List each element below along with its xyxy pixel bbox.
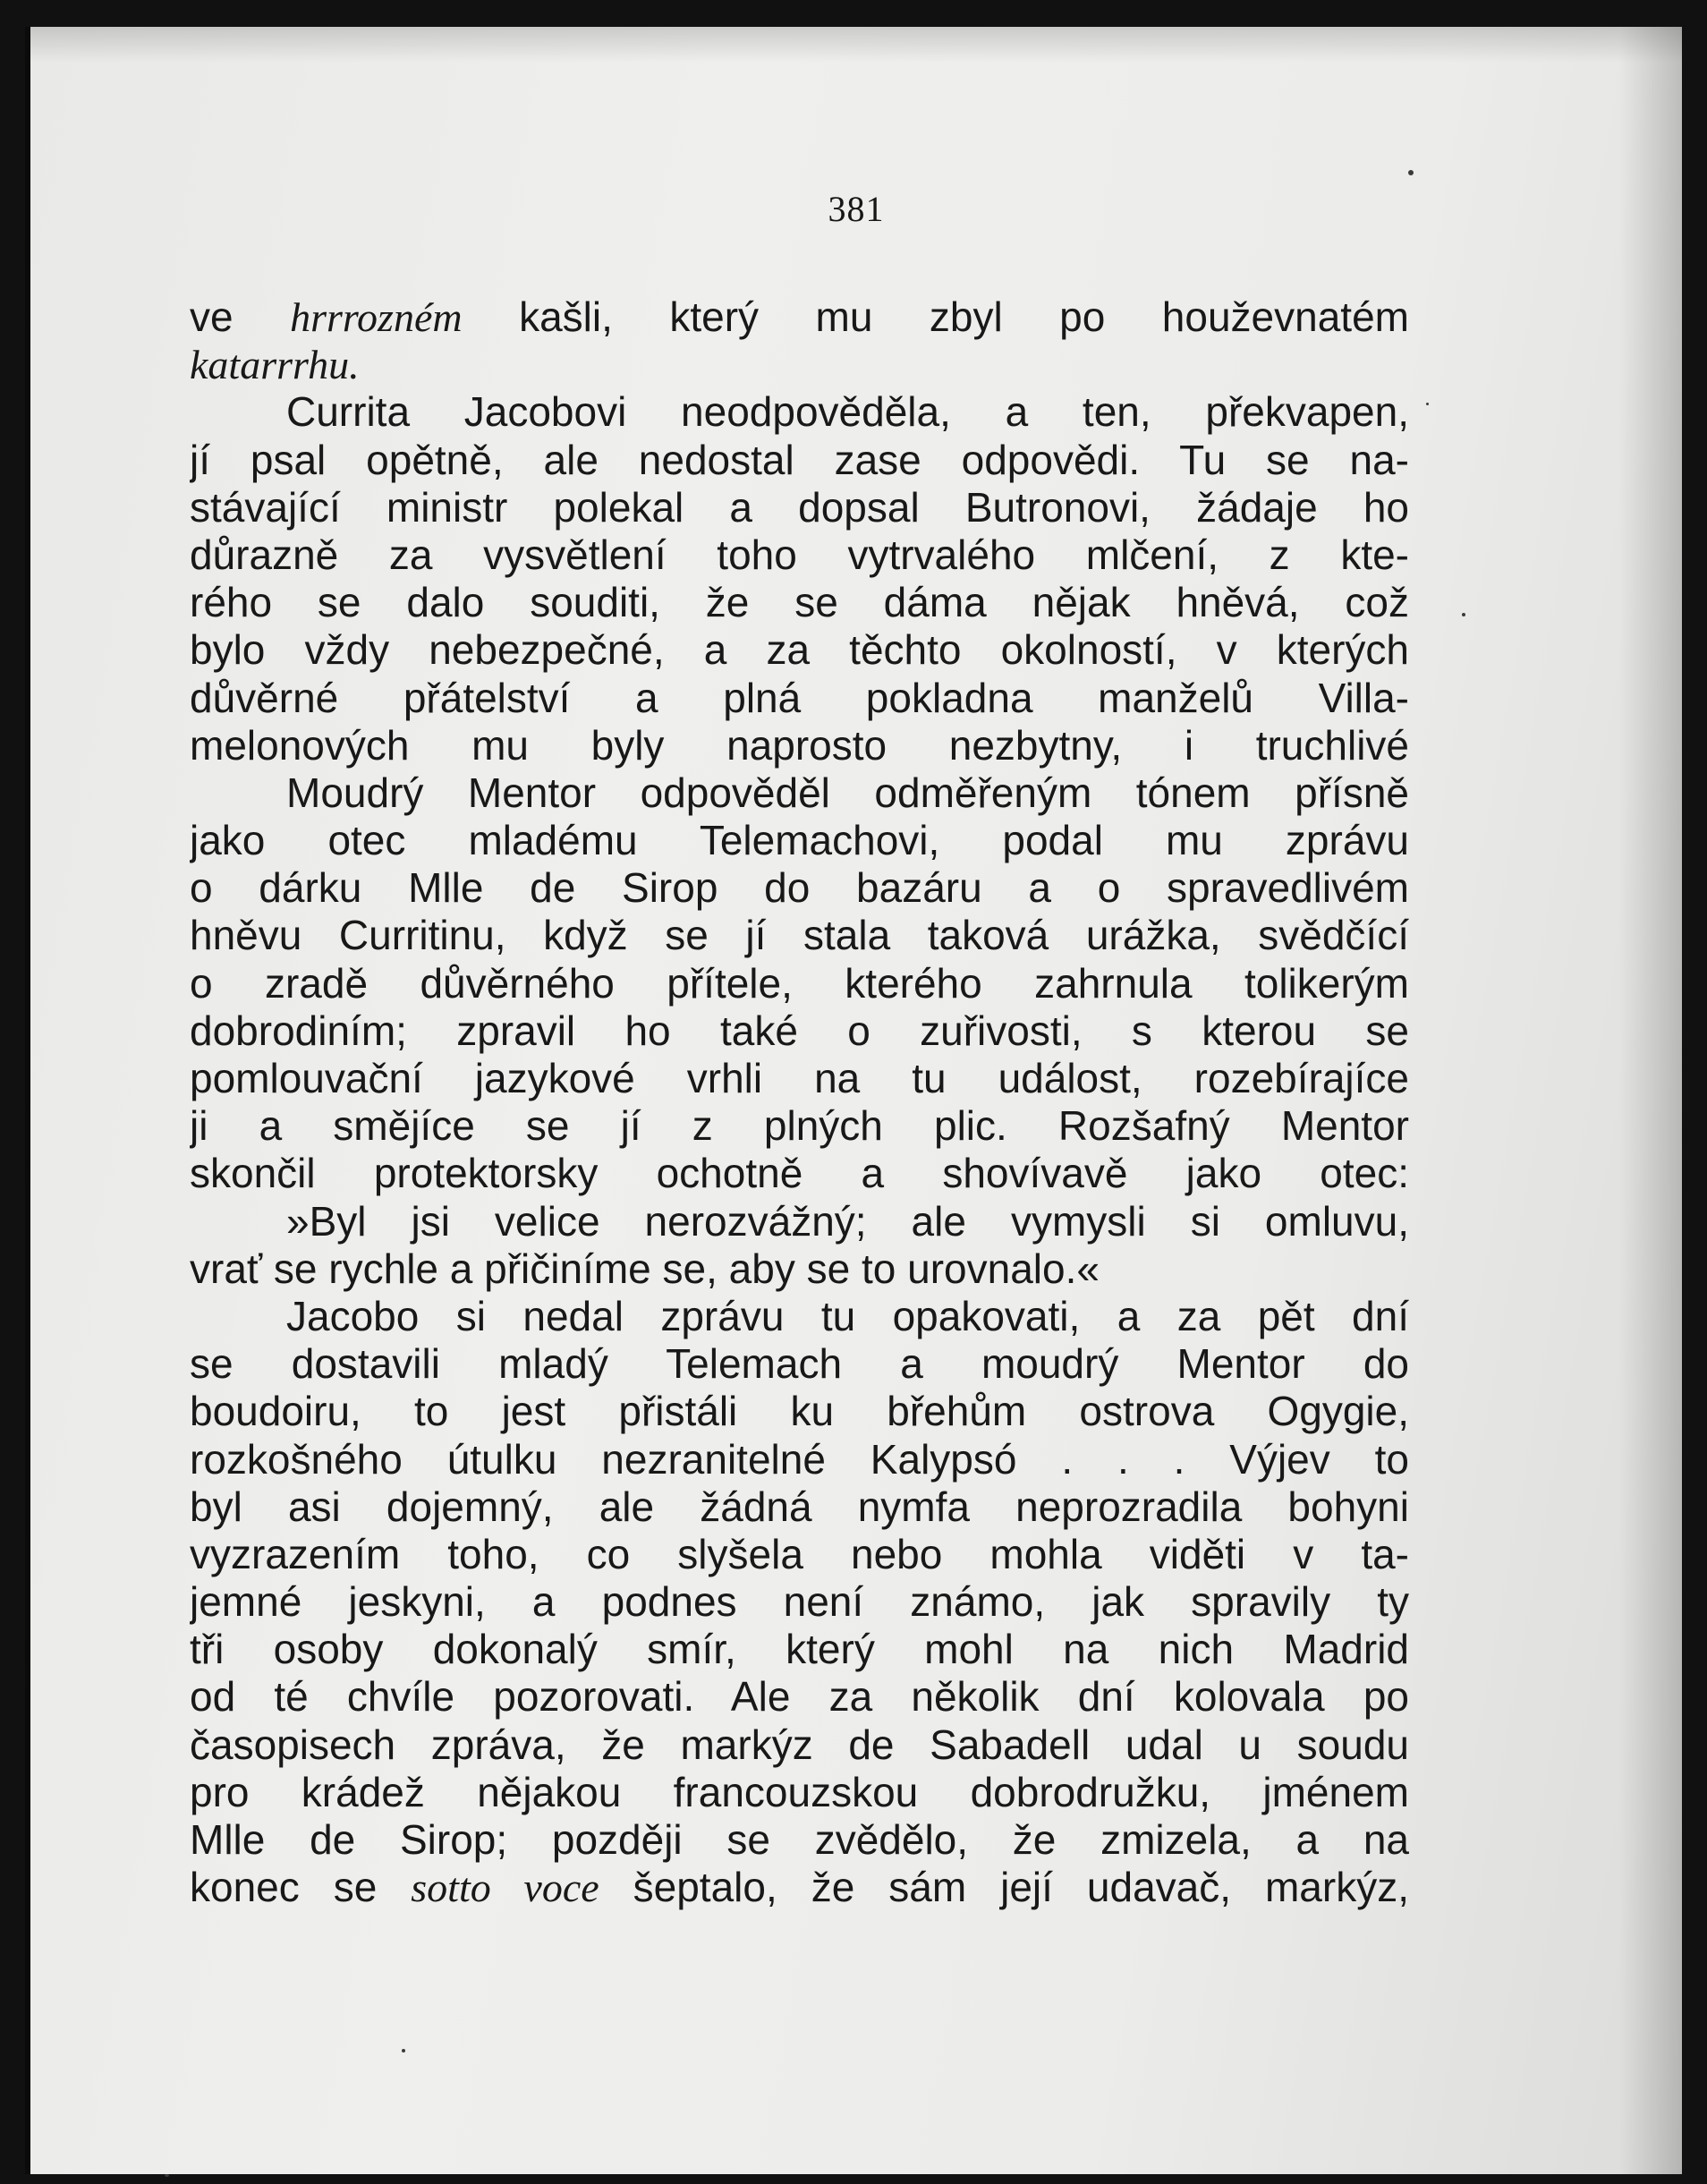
- text-run: o dárku Mlle de Sirop do bazáru a o spravedlivém: [190, 864, 1409, 912]
- italic-phrase: hrrrozném: [290, 294, 463, 340]
- text-run: skončil protektorsky ochotně a shovívavě jako otec:: [190, 1150, 1409, 1197]
- text-run: tři osoby dokonalý smír, který mohl na nich Madrid: [190, 1626, 1409, 1673]
- text-line: [190, 626, 1409, 674]
- text-line: [190, 293, 1409, 341]
- text-run: ji a smějíce se jí z plných plic. Rozšafný Mentor: [190, 1102, 1409, 1150]
- print-speck: [1408, 170, 1414, 175]
- text-line: [190, 437, 1409, 484]
- text-line: [190, 722, 1409, 769]
- text-run: boudoiru, to jest přistáli ku břehům ostrova Ogygie,: [190, 1388, 1409, 1435]
- text-line: [190, 1721, 1409, 1769]
- text-run: konec se: [190, 1864, 412, 1911]
- text-run: rozkošného útulku nezranitelné Kalypsó . . . Výjev to: [190, 1435, 1409, 1483]
- text-line: [190, 1055, 1409, 1102]
- text-run: melonových mu byly naprosto nezbytny, i truchlivé: [190, 721, 1409, 769]
- text-run: se dostavili mladý Telemach a moudrý Mentor do: [190, 1340, 1409, 1388]
- text-line: [190, 1007, 1409, 1055]
- text-line: [190, 484, 1409, 531]
- text-run: jemné jeskyni, a podnes není známo, jak spravily ty: [190, 1578, 1409, 1626]
- text-run: pro krádež nějakou francouzskou dobrodružku, jménem: [190, 1768, 1409, 1815]
- text-run: důvěrné přátelství a plná pokladna manželů Villa-: [190, 674, 1409, 721]
- text-run: Currita Jacobovi neodpověděla, a ten, překvapen,: [286, 388, 1409, 436]
- text-run: ve: [190, 293, 291, 340]
- text-line: [190, 960, 1409, 1007]
- text-run: Moudrý Mentor odpověděl odměřeným tónem přísně: [286, 769, 1409, 816]
- print-speck: [165, 2174, 169, 2177]
- text-line: [190, 341, 1409, 388]
- text-line: [190, 1388, 1409, 1435]
- text-line: [190, 1864, 1409, 1911]
- text-line: [190, 864, 1409, 912]
- text-line: [190, 1578, 1409, 1626]
- text-line: [190, 1245, 1409, 1293]
- text-line: [190, 1293, 1409, 1340]
- text-run: »Byl jsi velice nerozvážný; ale vymysli si omluvu,: [286, 1197, 1409, 1245]
- text-line: [190, 1340, 1409, 1388]
- text-run: o zradě důvěrného přítele, kterého zahrnula tolikerým: [190, 959, 1409, 1007]
- text-line: [190, 769, 1409, 817]
- text-run: vyzrazením toho, co slyšela nebo mohla viděti v ta-: [190, 1530, 1409, 1577]
- text-run: od té chvíle pozorovati. Ale za několik dní kolovala po: [190, 1673, 1409, 1721]
- text-run: Mlle de Sirop; později se zvědělo, že zmizela, a na: [190, 1816, 1409, 1863]
- text-run: kašli, který mu zbyl po houževnatém: [462, 293, 1409, 340]
- italic-phrase: katarrrhu.: [190, 342, 360, 388]
- text-line: [190, 531, 1409, 579]
- text-run: dobrodiním; zpravil ho také o zuřivosti, s kterou se: [190, 1007, 1409, 1054]
- text-line: [190, 817, 1409, 864]
- text-line: [190, 1816, 1409, 1864]
- text-run: časopisech zpráva, že markýz de Sabadell udal u soudu: [190, 1721, 1409, 1768]
- text-run: důrazně za vysvětlení toho vytrvalého mlčení, z kte-: [190, 531, 1409, 578]
- page-number: 381: [828, 189, 885, 229]
- text-line: [190, 1102, 1409, 1150]
- text-line: [190, 1198, 1409, 1245]
- top-edge-shadow: [30, 27, 1682, 63]
- text-line: [190, 675, 1409, 722]
- text-line: [190, 388, 1409, 436]
- print-speck: [1462, 613, 1465, 616]
- text-line: [190, 579, 1409, 626]
- text-line: [190, 1769, 1409, 1816]
- text-line: [190, 1626, 1409, 1673]
- text-run: Jacobo si nedal zprávu tu opakovati, a za pět dní: [286, 1292, 1409, 1339]
- print-speck: [1426, 403, 1429, 405]
- text-run: jí psal opětně, ale nedostal zase odpovědi. Tu se na-: [190, 436, 1409, 483]
- text-line: [190, 912, 1409, 959]
- italic-phrase: sotto voce: [411, 1865, 599, 1911]
- text-line: [190, 1436, 1409, 1483]
- text-run: rého se dalo souditi, že se dáma nějak hněvá, což: [190, 579, 1409, 626]
- text-run: hněvu Curritinu, když se jí stala taková urážka, svědčící: [190, 912, 1409, 959]
- text-line: [190, 1531, 1409, 1578]
- text-run: stávající ministr polekal a dopsal Butronovi, žádaje ho: [190, 483, 1409, 531]
- right-edge-shadow: [1619, 27, 1682, 2174]
- text-line: [190, 1673, 1409, 1721]
- text-run: šeptalo, že sám její udavač, markýz,: [599, 1864, 1409, 1911]
- text-run: vrať se rychle a přičiníme se, aby se to urovnalo.«: [190, 1245, 1100, 1292]
- text-run: bylo vždy nebezpečné, a za těchto okolností, v kterých: [190, 626, 1409, 674]
- body-text: [190, 293, 1409, 1911]
- text-line: [190, 1150, 1409, 1197]
- text-run: byl asi dojemný, ale žádná nymfa neprozradila bohyni: [190, 1483, 1409, 1530]
- text-line: [190, 1483, 1409, 1531]
- text-run: jako otec mladému Telemachovi, podal mu zprávu: [190, 817, 1409, 864]
- book-page: [25, 27, 1682, 2174]
- text-run: pomlouvační jazykové vrhli na tu událost, rozebírajíce: [190, 1055, 1409, 1101]
- print-speck: [402, 2049, 405, 2052]
